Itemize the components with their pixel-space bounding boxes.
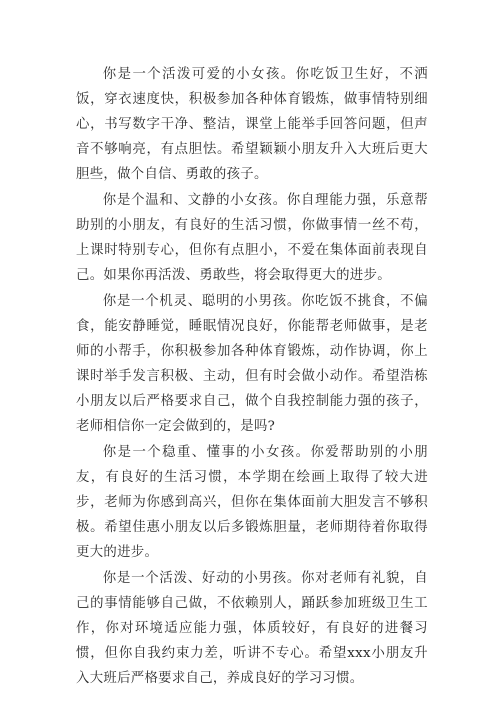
comment-paragraph-5: 你是一个活泼、好动的小男孩。你对老师有礼貌，自己的事情能够自己做，不依赖别人，踊跃参加班级卫生工作，你对环境适应能力强，体质较好，有良好的进餐习惯，但你自我约束力差，听讲不专心。希望xxx小朋友升入大班后严格要求自己，养成良好的学习习惯。: [76, 570, 428, 687]
comment-paragraph-4: 你是一个稳重、懂事的小女孩。你爱帮助别的小朋友，有良好的生活习惯，本学期在绘画上取得了较大进步，老师为你感到高兴，但你在集体面前大胆发言不够积极。希望佳惠小朋友以后多锻炼胆量，老师期待着你取得更大的进步。: [76, 444, 428, 561]
comment-paragraph-1: 你是一个活泼可爱的小女孩。你吃饭卫生好，不洒饭，穿衣速度快，积极参加各种体育锻炼，做事情特别细心，书写数字干净、整洁，课堂上能举手回答问题，但声音不够响亮，有点胆怯。希望颖颖小朋友升入大班后更大胆些，做个自信、勇敢的孩子。: [76, 67, 428, 183]
comment-paragraph-3: 你是一个机灵、聪明的小男孩。你吃饭不挑食，不偏食，能安静睡觉，睡眠情况良好，你能帮老师做事，是老师的小帮手，你积极参加各种体育锻炼，动作协调，你上课时举手发言积极、主动，但有时会做小动作。希望浩栋小朋友以后严格要求自己，做个自我控制能力强的孩子，老师相信你一定会做到的，是吗?: [76, 293, 428, 435]
comment-paragraph-2: 你是个温和、文静的小女孩。你自理能力强，乐意帮助别的小朋友，有良好的生活习惯，你做事情一丝不苟，上课时特别专心，但你有点胆小，不爱在集体面前表现自己。如果你再活泼、勇敢些，将会取得更大的进步。: [76, 192, 428, 284]
document-body: [76, 62, 428, 692]
